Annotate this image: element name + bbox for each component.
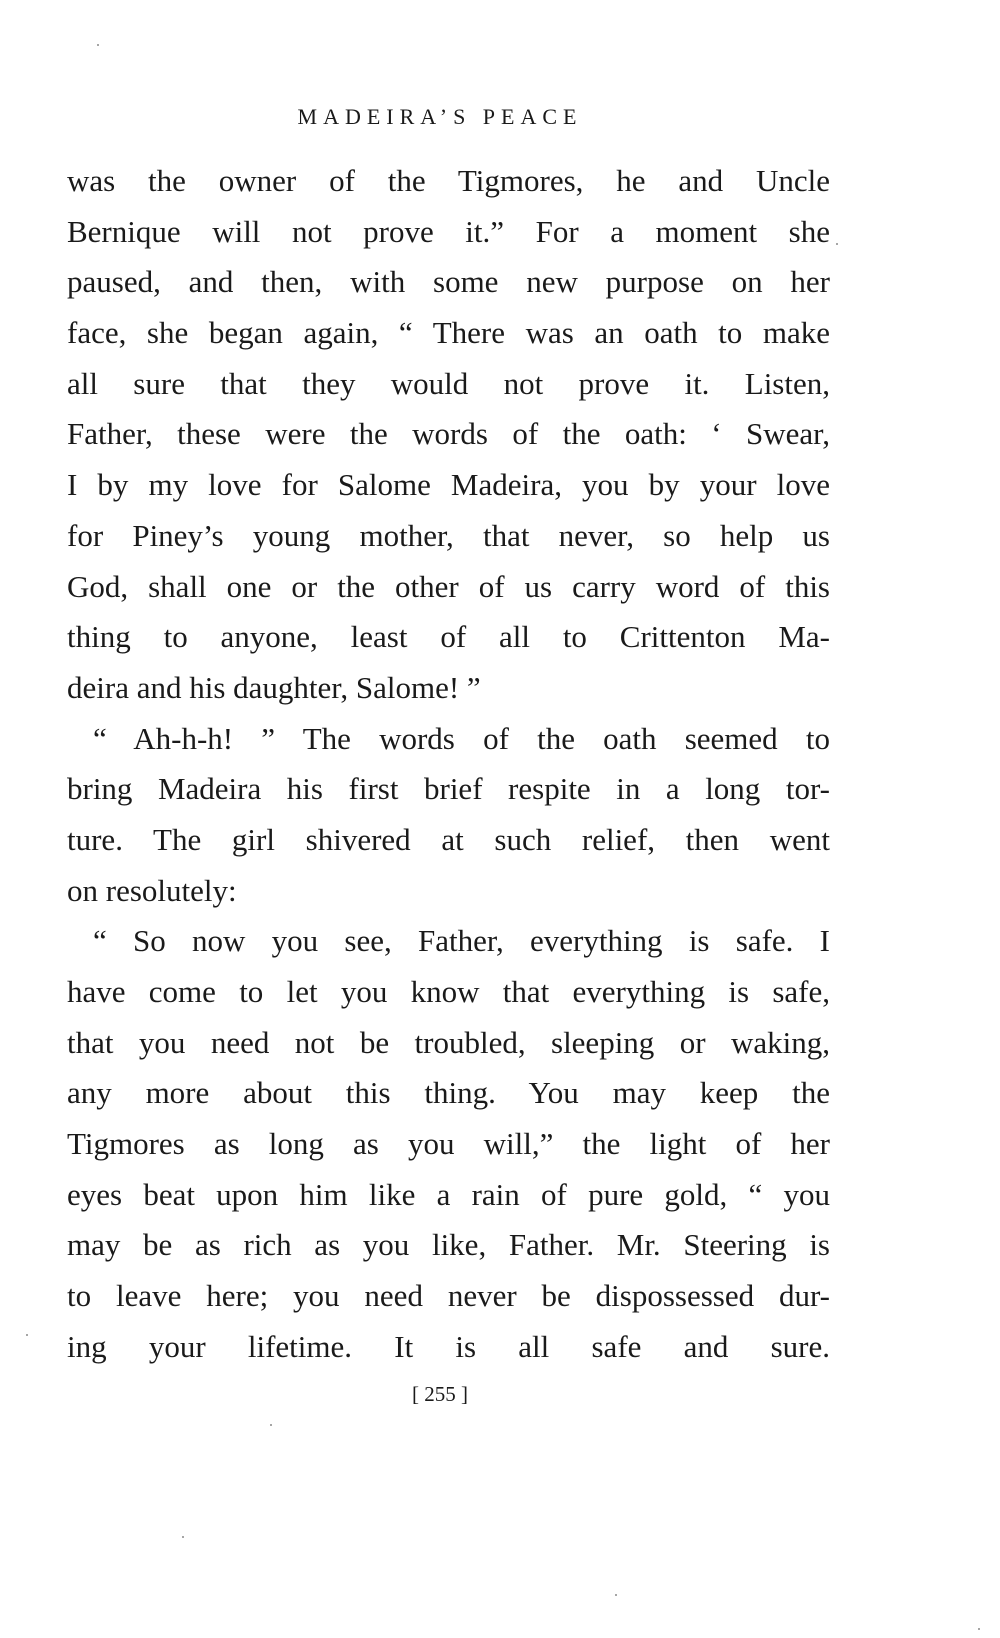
scan-speck: [836, 243, 838, 245]
text-line: for Piney’s young mother, that never, so help us: [67, 517, 830, 553]
text-line: ing your lifetime. It is all safe and sure.: [67, 1328, 830, 1364]
text-line: “ So now you see, Father, everything is safe. I: [93, 923, 830, 959]
page-number: [ 255 ]: [412, 1382, 468, 1406]
text-line: all sure that they would not prove it. Listen,: [67, 365, 830, 401]
body-text: [67, 156, 830, 1373]
text-line: any more about this thing. You may keep the: [67, 1075, 830, 1111]
scan-speck: [615, 1594, 617, 1596]
text-line: God, shall one or the other of us carry word of this: [67, 568, 830, 604]
text-line: deira and his daughter, Salome! ”: [67, 669, 481, 705]
text-line: bring Madeira his first brief respite in a long tor-: [67, 771, 830, 807]
text-line: ture. The girl shivered at such relief, then went: [67, 821, 830, 857]
scan-speck: [26, 1334, 28, 1336]
text-line: that you need not be troubled, sleeping or waking,: [67, 1024, 830, 1060]
text-line: have come to let you know that everything is safe,: [67, 974, 830, 1009]
text-line: “ Ah-h-h! ” The words of the oath seemed to: [93, 720, 830, 756]
text-line: on resolutely:: [67, 872, 237, 908]
text-line: paused, and then, with some new purpose on her: [67, 264, 830, 300]
scan-speck: [97, 44, 99, 46]
text-line: Bernique will not prove it.” For a moment she: [67, 213, 830, 249]
text-line: was the owner of the Tigmores, he and Uncle: [67, 163, 830, 198]
scan-speck: [270, 1424, 272, 1426]
text-line: may be as rich as you like, Father. Mr. Steering is: [67, 1227, 830, 1263]
scan-speck: [182, 1536, 184, 1538]
text-line: thing to anyone, least of all to Crittenton Ma-: [67, 619, 830, 655]
text-line: Tigmores as long as you will,” the light of her: [67, 1126, 830, 1162]
text-line: Father, these were the words of the oath: ‘ Swear,: [67, 416, 830, 452]
text-line: face, she began again, “ There was an oath to make: [67, 315, 830, 351]
scan-speck: [978, 1628, 980, 1630]
running-head: MADEIRA’S PEACE: [297, 104, 583, 129]
text-line: to leave here; you need never be dispossessed dur-: [67, 1278, 830, 1314]
text-line: I by my love for Salome Madeira, you by your love: [67, 467, 830, 503]
text-line: eyes beat upon him like a rain of pure gold, “ you: [67, 1176, 830, 1212]
